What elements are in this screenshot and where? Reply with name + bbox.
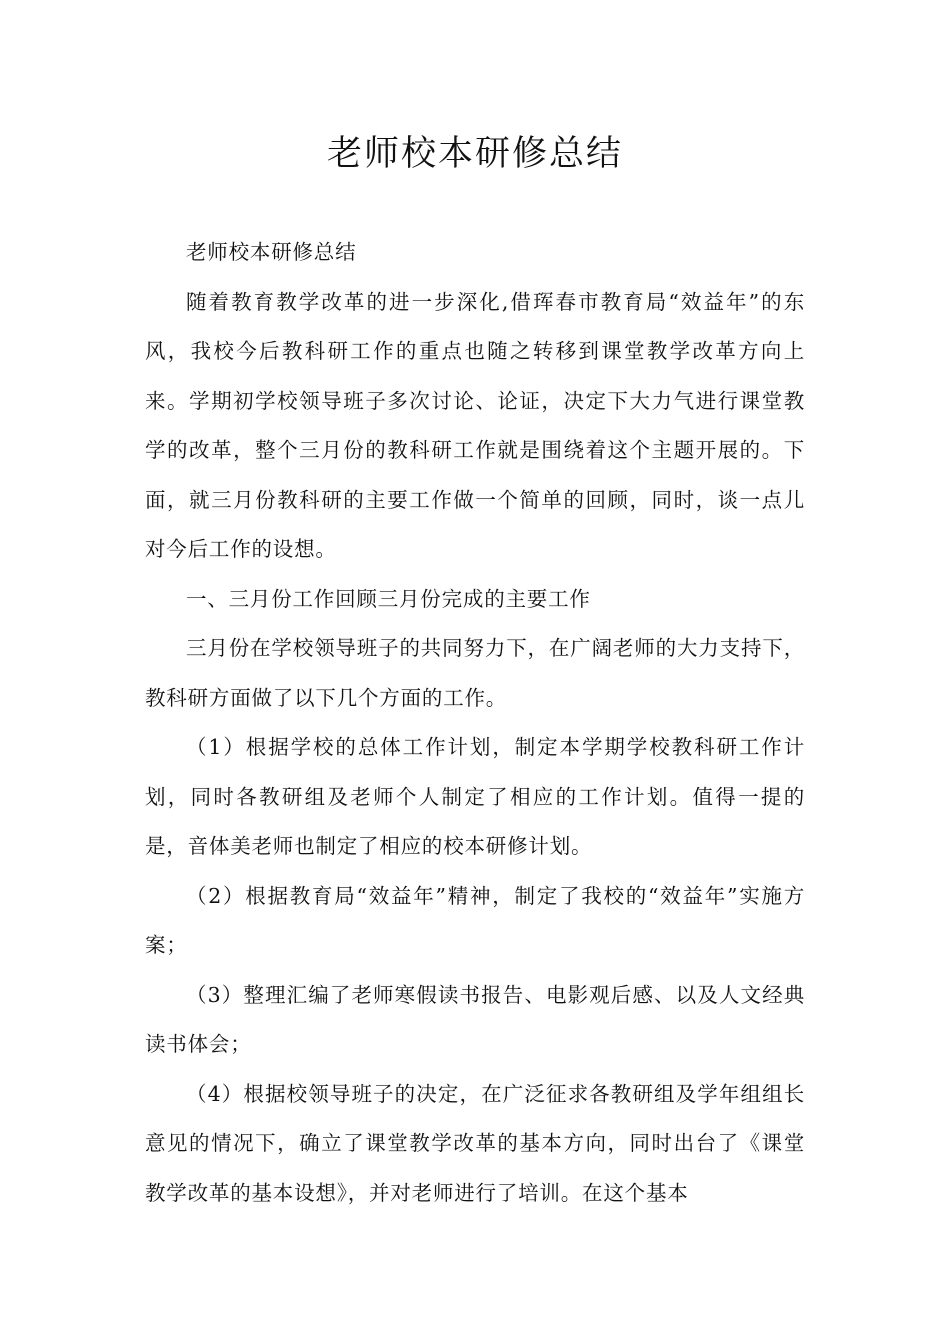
paragraph-overview: 三月份在学校领导班子的共同努力下，在广阔老师的大力支持下，教科研方面做了以下几个方面的工作。 (145, 636, 805, 710)
list-item-4: （4）根据校领导班子的决定，在广泛征求各教研组及学年组组长意见的情况下，确立了课堂教学改革的基本方向，同时出台了《课堂教学改革的基本设想》，并对老师进行了培训。在这个基本 (145, 1081, 805, 1205)
document-body (145, 228, 805, 1218)
paragraph-subtitle: 老师校本研修总结 (186, 240, 357, 264)
document-title: 老师校本研修总结 (326, 134, 623, 174)
list-item-1: （1）根据学校的总体工作计划，制定本学期学校教科研工作计划，同时各教研组及老师个人制定了相应的工作计划。值得一提的是，音体美老师也制定了相应的校本研修计划。 (145, 735, 805, 858)
list-item-2: （2）根据教育局“效益年”精神，制定了我校的“效益年”实施方案； (145, 883, 805, 957)
list-item-3: （3）整理汇编了老师寒假读书报告、电影观后感、以及人文经典读书体会； (145, 982, 805, 1056)
section-heading: 一、三月份工作回顾三月份完成的主要工作 (186, 586, 591, 611)
paragraph-intro: 随着教育教学改革的进一步深化,借珲春市教育局“效益年”的东风，我校今后教科研工作的重点也随之转移到课堂教学改革方向上来。学期初学校领导班子多次讨论、论证，决定下大力气进行课堂教学的改革，整个三月份的教科研工作就是围绕着这个主题开展的。下面，就三月份教科研的主要工作做一个简单的回顾，同时，谈一点儿对今后工作的设想。 (145, 289, 805, 561)
